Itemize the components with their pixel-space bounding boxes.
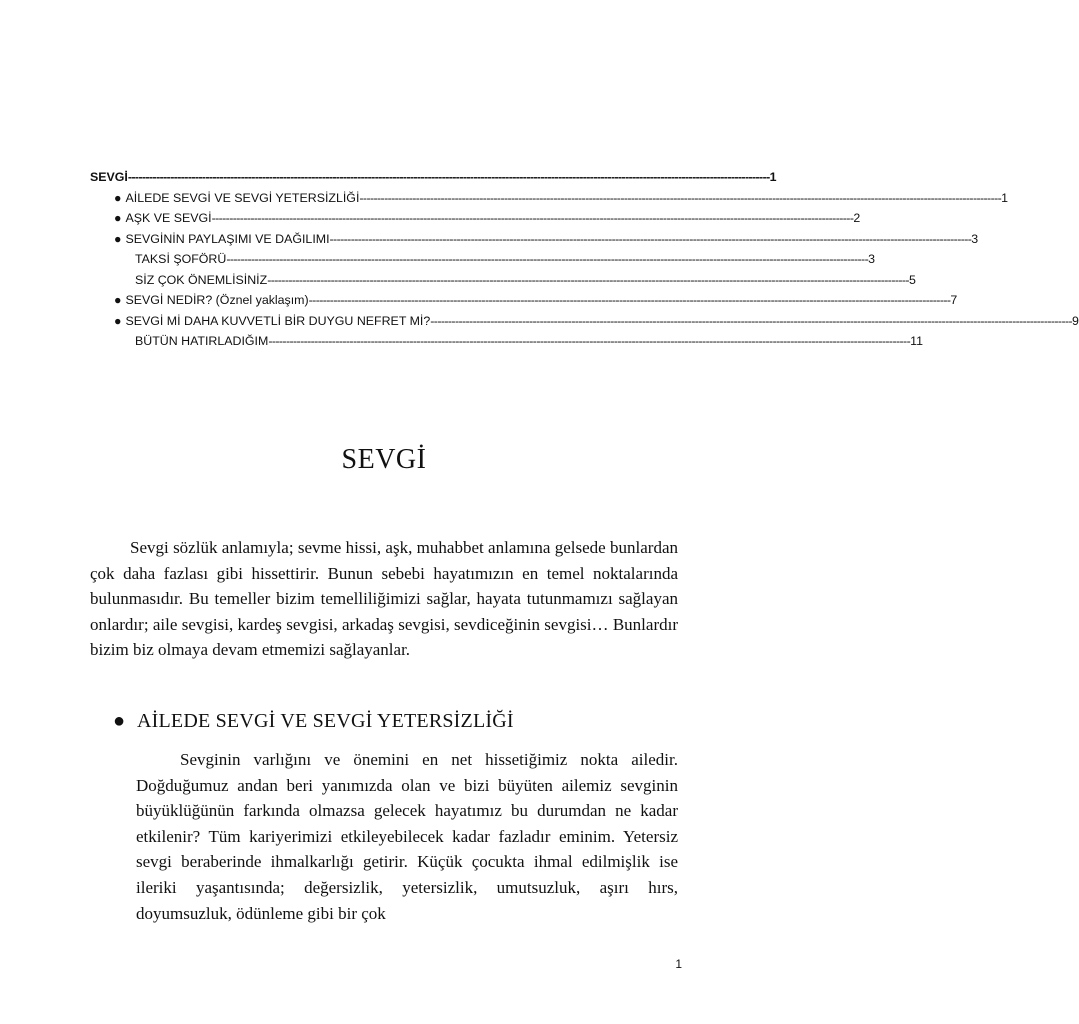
- intro-paragraph: Sevgi sözlük anlamıyla; sevme hissi, aşk, muhabbet anlamına gelsede bunlardan çok daha fazlası gibi hissettirir. Bunun sebebi hayatımızın en temel noktalarında bulunmasıdır. Bu temeller bizim temelliliğimizi sağlar, hayata tutunmamızı sağlayan onlardır; aile sevgisi, kardeş sevgisi, arkadaş sevgisi, sevdiceğinin sevgisi… Bunlardır bizim biz olmaya devam etmemizi sağlayanlar.: [90, 538, 678, 660]
- toc-entry[interactable]: [90, 170, 777, 191]
- toc-entry[interactable]: [90, 231, 979, 253]
- bullet-icon: ●: [114, 211, 122, 225]
- section-heading: [113, 710, 673, 733]
- toc-entry-page: 11: [910, 334, 923, 348]
- toc-leader: --------------------------------------------------------------------------------------------------------------------------------------------------------------------------------------: [359, 190, 1002, 205]
- bullet-icon: ●: [114, 190, 122, 205]
- toc-entry-page: 9: [1072, 313, 1079, 328]
- bullet-icon: ●: [114, 231, 122, 246]
- toc-entry-label: SEVGİ: [90, 170, 128, 184]
- toc-entry[interactable]: [90, 272, 916, 294]
- toc-entry[interactable]: [90, 252, 876, 273]
- toc-entry-label: SEVGİ Mİ DAHA KUVVETLİ BİR DUYGU NEFRET Mİ?: [125, 313, 431, 328]
- toc-entry-label: BÜTÜN HATIRLADIĞIM: [135, 334, 269, 348]
- toc-entry[interactable]: [90, 190, 1009, 212]
- section-heading-text: AİLEDE SEVGİ VE SEVGİ YETERSİZLİĞİ: [137, 710, 514, 732]
- toc-entry[interactable]: [90, 334, 923, 355]
- toc-entry-label: AİLEDE SEVGİ VE SEVGİ YETERSİZLİĞİ: [125, 190, 360, 205]
- toc-leader: --------------------------------------------------------------------------------------------------------------------------------------------------------------------------------------: [226, 252, 869, 266]
- toc-entry-label: SEVGİNİN PAYLAŞIMI VE DAĞILIMI: [125, 231, 330, 246]
- table-of-contents: [90, 170, 1079, 355]
- toc-leader: --------------------------------------------------------------------------------------------------------------------------------------------------------------------------------------: [308, 293, 951, 307]
- toc-entry-label: SİZ ÇOK ÖNEMLİSİNİZ: [135, 272, 268, 287]
- toc-entry-page: 2: [853, 211, 861, 225]
- toc-entry[interactable]: [90, 293, 958, 314]
- bullet-icon: ●: [114, 313, 122, 328]
- toc-entry-label: SEVGİ NEDİR? (Öznel yaklaşım): [125, 293, 309, 307]
- section-paragraph: Sevginin varlığını ve önemini en net hissetiğimiz nokta ailedir. Doğduğumuz andan beri yanımızda olan ve bizi büyüten ailemiz sevginin büyüklüğünün farkında olmazsa gelecek hayatımız bu durumdan ne kadar etkilenir? Tüm kariyerimizi etkileyebilecek kadar fazladır eminim. Yetersiz sevgi beraberinde ihmalkarlığı getirir. Küçük çocukta ihmal edilmişlik ise ileriki yaşantısında; değersizlik, yetersizlik, umutsuzluk, aşırı hırs, doyumsuzluk, ödünleme gibi bir çok: [136, 750, 678, 923]
- toc-leader: --------------------------------------------------------------------------------------------------------------------------------------------------------------------------------------: [430, 313, 1073, 328]
- toc-entry-page: 3: [971, 231, 979, 246]
- toc-entry-page: 3: [868, 252, 876, 266]
- toc-leader: --------------------------------------------------------------------------------------------------------------------------------------------------------------------------------------: [329, 231, 972, 246]
- toc-entry-page: 5: [908, 272, 916, 287]
- toc-entry[interactable]: [90, 313, 1079, 335]
- toc-leader: --------------------------------------------------------------------------------------------------------------------------------------------------------------------------------------: [268, 334, 911, 348]
- toc-entry[interactable]: [90, 211, 861, 232]
- bullet-icon: ●: [114, 293, 122, 307]
- toc-entry-page: 7: [950, 293, 958, 307]
- toc-entry-label: TAKSİ ŞOFÖRÜ: [135, 252, 227, 266]
- toc-entry-label: AŞK VE SEVGİ: [125, 211, 212, 225]
- page-title: SEVGİ: [341, 444, 427, 475]
- toc-entry-page: 1: [1001, 190, 1009, 205]
- toc-leader: --------------------------------------------------------------------------------------------------------------------------------------------------------------------------------------: [211, 211, 854, 225]
- page-number: 1: [675, 957, 682, 971]
- bullet-icon: ●: [113, 710, 126, 732]
- toc-entry-page: 1: [769, 170, 777, 184]
- toc-leader: --------------------------------------------------------------------------------------------------------------------------------------------------------------------------------------: [267, 272, 909, 287]
- toc-leader: --------------------------------------------------------------------------------------------------------------------------------------------------------------------------------------: [127, 170, 770, 184]
